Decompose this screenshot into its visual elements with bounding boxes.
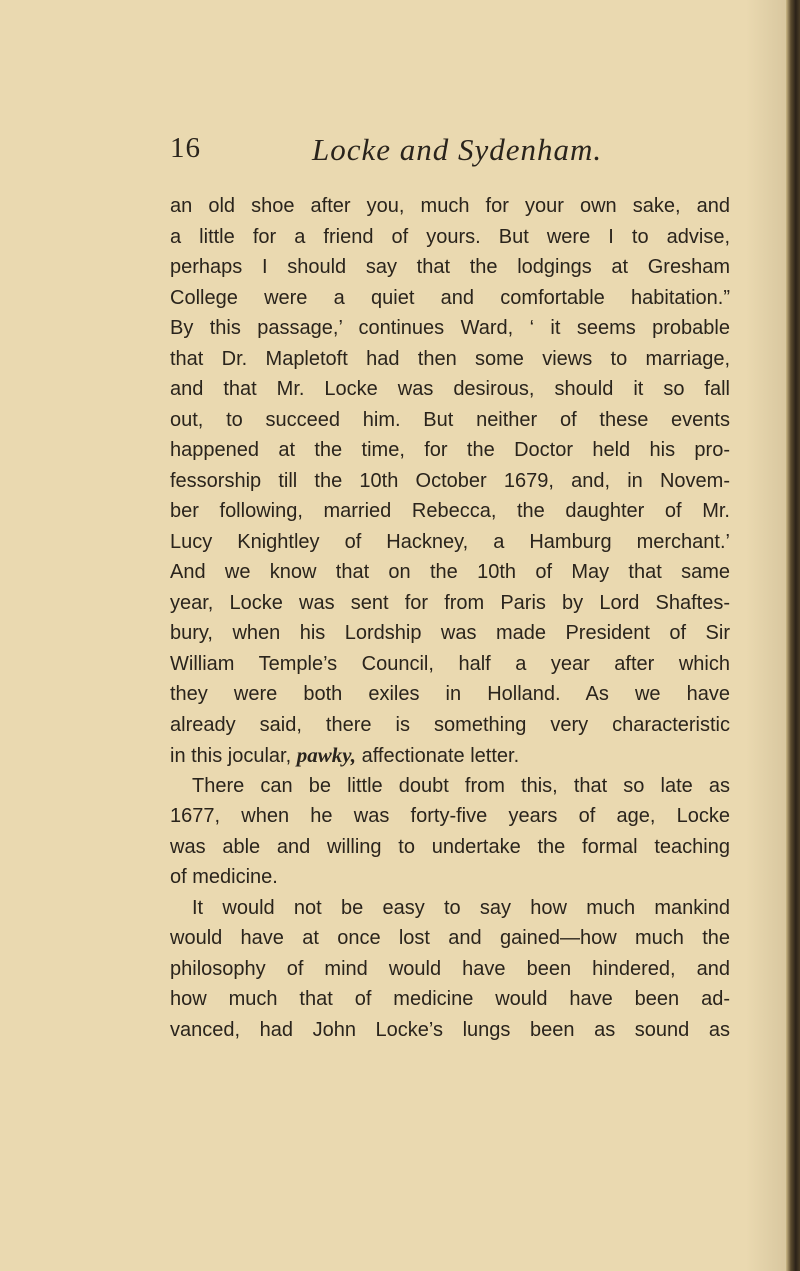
text-segment: in this jocular,: [170, 745, 297, 767]
text-line: out, to succeed him. But neither of these events: [170, 408, 730, 431]
text-line: already said, there is something very characteristic: [170, 713, 730, 736]
text-line: William Temple’s Council, half a year after which: [170, 652, 730, 675]
body-text: [170, 191, 730, 1045]
text-line: fessorship till the 10th October 1679, and, in Novem-: [170, 469, 730, 492]
page-header: [170, 132, 730, 172]
text-line: bury, when his Lordship was made President of Sir: [170, 622, 730, 644]
text-line: happened at the time, for the Doctor held his pro-: [170, 439, 730, 461]
text-line: of medicine.: [170, 866, 278, 888]
text-line: There can be little doubt from this, that so late as: [192, 774, 730, 797]
text-line: philosophy of mind would have been hindered, and: [170, 957, 730, 980]
text-line: Lucy Knightley of Hackney, a Hamburg merchant.’: [170, 530, 730, 553]
text-segment: affectionate letter.: [356, 745, 520, 767]
text-line: was able and willing to undertake the formal teaching: [170, 835, 730, 858]
text-line: would have at once lost and gained—how much the: [170, 927, 730, 949]
text-line: It would not be easy to say how much mankind: [192, 896, 730, 919]
text-line: a little for a friend of yours. But were I to advise,: [170, 225, 730, 248]
text-line: And we know that on the 10th of May that same: [170, 561, 730, 583]
text-line: and that Mr. Locke was desirous, should it so fall: [170, 378, 730, 400]
text-line: ber following, married Rebecca, the daughter of Mr.: [170, 500, 730, 522]
page-shadow: [746, 0, 786, 1271]
page-edge: [786, 0, 800, 1271]
text-line: an old shoe after you, much for your own sake, and: [170, 195, 730, 217]
text-line: By this passage,’ continues Ward, ‘ it seems probable: [170, 317, 730, 339]
running-title: Locke and Sydenham.: [312, 132, 603, 167]
text-line: year, Locke was sent for from Paris by Lord Shaftes-: [170, 591, 730, 614]
text-line: 1677, when he was forty-five years of age, Locke: [170, 805, 730, 827]
page-number: 16: [170, 132, 201, 164]
text-line: [170, 740, 730, 771]
text-line: College were a quiet and comfortable habitation.”: [170, 286, 730, 309]
text-line: perhaps I should say that the lodgings at Gresham: [170, 256, 730, 278]
text-line: they were both exiles in Holland. As we have: [170, 683, 730, 705]
italic-word: pawky,: [296, 743, 357, 767]
text-line: how much that of medicine would have been ad-: [170, 988, 730, 1010]
text-line: that Dr. Mapletoft had then some views to marriage,: [170, 347, 730, 370]
text-line: vanced, had John Locke’s lungs been as sound as: [170, 1018, 730, 1041]
